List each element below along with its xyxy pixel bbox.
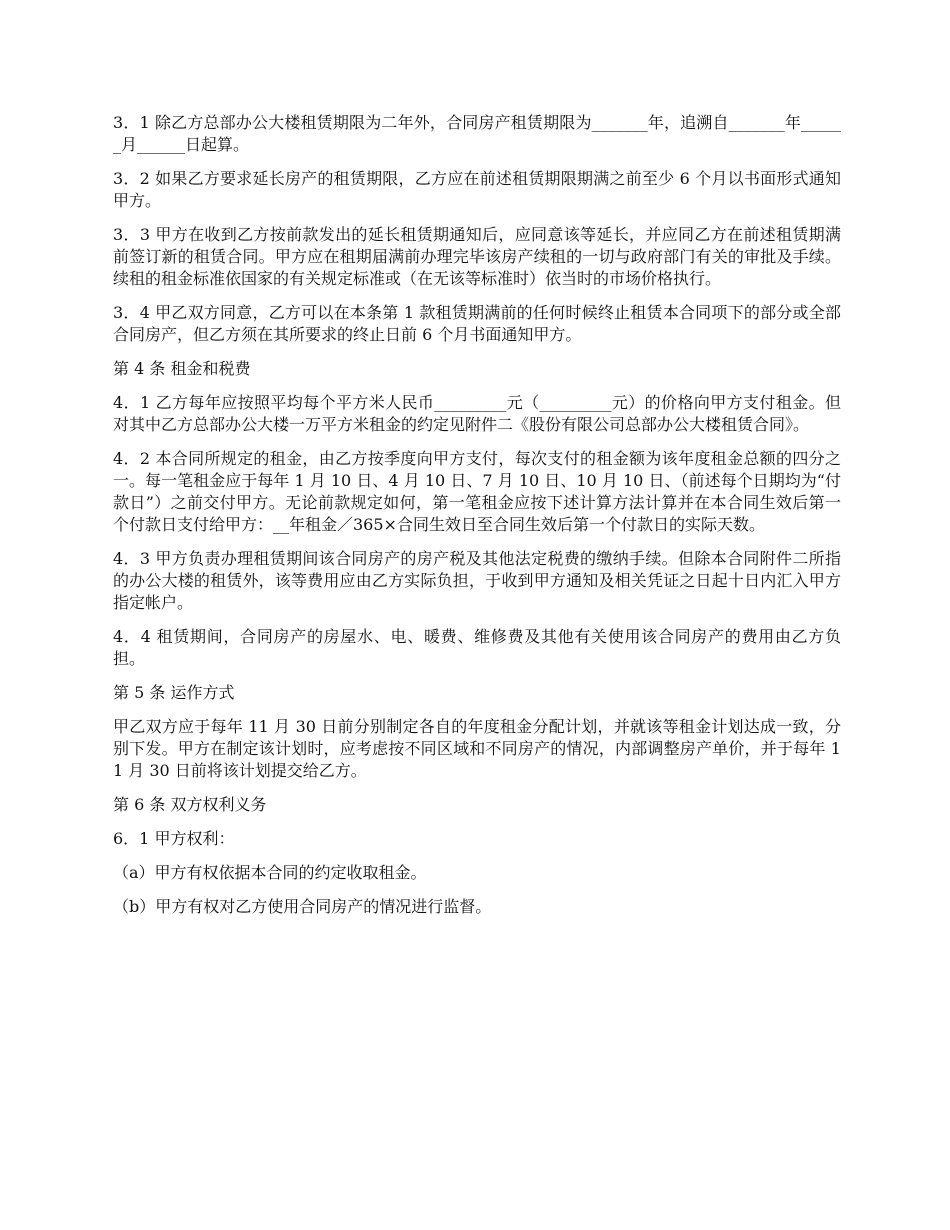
clause-6-1: 6．1 甲方权利： — [113, 829, 235, 848]
clause-4-1: 4．1 乙方每年应按照平均每个平方米人民币_________元（_________元）的价格向甲方支付租金。但对其中乙方总部办公大楼一万平方米租金的约定见附件二《股份有限公司总部办公大楼租赁合同》。 — [113, 393, 841, 434]
clause-4-4: 4．4 租赁期间，合同房产的房屋水、电、暖费、维修费及其他有关使用该合同房产的费用由乙方负担。 — [113, 627, 841, 668]
article-5-heading: 第 5 条 运作方式 — [113, 683, 235, 702]
clause-6-1-a: （a）甲方有权依据本合同的约定收取租金。 — [113, 863, 427, 882]
document-page — [113, 112, 841, 930]
clause-3-2: 3．2 如果乙方要求延长房产的租赁期限，乙方应在前述租赁期限期满之前至少 6 个月以书面形式通知甲方。 — [113, 169, 841, 210]
clause-4-2: 4．2 本合同所规定的租金，由乙方按季度向甲方支付，每次支付的租金额为该年度租金总额的四分之一。每一笔租金应于每年 1 月 10 日、4 月 10 日、7 月 10 日、10 月 10 日、（前述每个日期均为“付款日”）之前交付甲方。无论前款规定如何，第一笔租金应按下述计算方法计算并在本合同生效后第一个付款日支付给甲方：__年租金／365×合同生效日至合同生效后第一个付款日的实际天数。 — [113, 449, 841, 534]
article-6-heading: 第 6 条 双方权利义务 — [113, 795, 267, 814]
article-4-heading: 第 4 条 租金和税费 — [113, 359, 251, 378]
clause-6-1-b: （b）甲方有权对乙方使用合同房产的情况进行监督。 — [113, 897, 492, 916]
article-5-body: 甲乙双方应于每年 11 月 30 日前分别制定各自的年度租金分配计划，并就该等租金计划达成一致，分别下发。甲方在制定该计划时，应考虑按不同区域和不同房产的情况，内部调整房产单价，并于每年 11 月 30 日前将该计划提交给乙方。 — [113, 717, 841, 780]
clause-4-3: 4．3 甲方负责办理租赁期间该合同房产的房产税及其他法定税费的缴纳手续。但除本合同附件二所指的办公大楼的租赁外，该等费用应由乙方实际负担，于收到甲方通知及相关凭证之日起十日内汇入甲方指定帐户。 — [113, 549, 841, 612]
clause-3-3: 3．3 甲方在收到乙方按前款发出的延长租赁期通知后，应同意该等延长，并应同乙方在前述租赁期满前签订新的租赁合同。甲方应在租期届满前办理完毕该房产续租的一切与政府部门有关的审批及手续。续租的租金标准依国家的有关规定标准或（在无该等标准时）依当时的市场价格执行。 — [113, 225, 841, 288]
clause-3-4: 3．4 甲乙双方同意，乙方可以在本条第 1 款租赁期满前的任何时候终止租赁本合同项下的部分或全部合同房产，但乙方须在其所要求的终止日前 6 个月书面通知甲方。 — [113, 303, 841, 344]
clause-3-1: 3．1 除乙方总部办公大楼租赁期限为二年外，合同房产租赁期限为_______年，追溯自_______年______月______日起算。 — [113, 113, 841, 154]
